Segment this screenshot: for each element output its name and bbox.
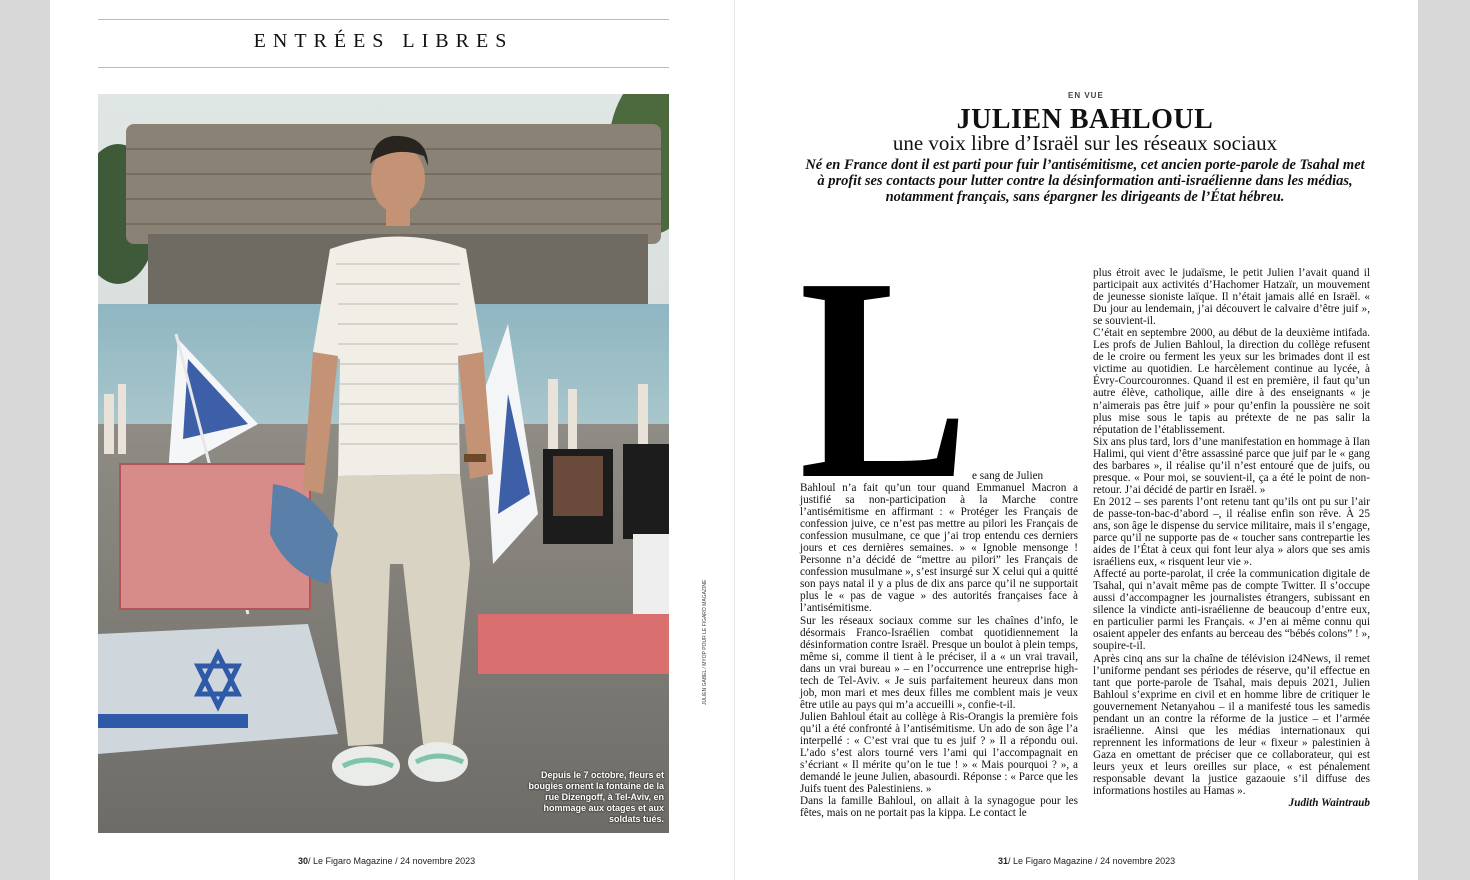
column-2 (1093, 267, 1370, 809)
paragraph: Bahloul n’a fait qu’un tour quand Emmanuel Macron a justifié sa non-participation à la Marche contre l’antisémitisme en affirmant : « Protéger les Français de confession juive, ce n’est pas mettre au pilori les Français de confession musulmane, ce que j’ai trop entendu ces derniers jours et ces dernières semaines. » « Ignoble mensonge ! Personne n’a décidé de “mettre au pilori” les Français de confession musulmane », s’est insurgé sur X celui qui a quitté son pays natal il y a plus de dix ans parce qu’il ne supportait plus le « pas de vague » des autorités françaises face à l’antisémitisme. (800, 482, 1078, 615)
standfirst: Né en France dont il est parti pour fuir l’antisémitisme, cet ancien porte-parole de Tsahal met à profit ses contacts pour lutter contre la désinformation anti-israélienne dans les médias, notamment français, sans épargner les dirigeants de l’État hébreu. (805, 157, 1365, 205)
paragraph: Affecté au porte-parolat, il crée la communication digitale de Tsahal, qui n’avait même pas de compte Twitter. Il s’occupe aussi d’accompagner les journalistes étrangers, subissant en silence la vindicte anti-israélienne de beaucoup d’entre eux, en particulier parmi les Français. « J’en ai même connu qui osaient appeler des enfants au berceau des “bébés colons” ! », soupire-t-il. (1093, 568, 1370, 653)
folio-text: / Le Figaro Magazine / 24 novembre 2023 (1008, 856, 1176, 866)
paragraph: En 2012 – ses parents l’ont retenu tant qu’ils ont pu sur l’air de passe-ton-bac-d’abord –, il réalise enfin son rêve. À 25 ans, son âge le dispense du service militaire, mais il s’engage, parce qu’il ne supporte pas de « toucher sans contrepartie les aides de l’État à ceux qui font leur alya » alors que ses amis israéliens eux, « risquent leur vie ». (1093, 495, 1370, 569)
page-gutter (734, 0, 735, 880)
page-number: 30 (298, 856, 309, 866)
first-line: e sang de Julien (972, 470, 1044, 482)
paragraph: C’était en septembre 2000, au début de la deuxième intifada. Les profs de Julien Bahloul, la direction du collège refusent de le croire ou ferment les yeux sur les brimades dont il est victime au quotidien. Le harcèlement continue au lycée, à Évry-Courcouronnes. Quand il est en première, il faut qu’un autre élève, catholique, aille dire à des enseignants « je n’aimerais pas être juif » pour qu’enfin la poussière ne soit plus mise sous le tapis au prétexte de ne pas salir la réputation de l’établissement. (1093, 327, 1370, 436)
folio-right (998, 856, 1175, 866)
photo-credit: JULIEN GABEL / MYOP POUR LE FIGARO MAGAZINE (702, 579, 708, 705)
paragraph: Six ans plus tard, lors d’une manifestation en hommage à Ilan Halimi, qui vient d’être assassiné parce que juif par le « gang des barbares », il réalise qu’il n’est entouré que de juifs, ou presque. « Pour moi, se souvient-il, ça a été le point de non-retour. J’ai décidé de partir en Israël. » (1093, 435, 1370, 496)
rubric-title: ENTRÉES LIBRES (253, 30, 514, 52)
column-1 (800, 482, 1078, 819)
page-number: 31 (998, 856, 1009, 866)
rubric-top-rule (98, 19, 669, 20)
paragraph: Après cinq ans sur la chaîne de télévision i24News, il remet l’uniforme pendant ses périodes de réserve, qu’il effectue en tant que porte-parole de Tsahal, mais depuis 2021, Julien Bahloul s’exprime en civil et en homme libre de critiquer le gouvernement Netanyahou – il a manifesté tous les samedis pendant un an contre la réforme de la justice – et l’armée israélienne. Ainsi que les médias internationaux qui reprennent les informations de leur « fixeur » palestinien à Gaza en omettant de préciser que ce collaborateur, qui est leurs yeux et leurs oreilles sur place, « est pénalement responsable devant la justice gazaouie s’il diffuse des informations hostiles au Hamas ». (1093, 652, 1370, 798)
paragraph: Sur les réseaux sociaux comme sur les chaînes d’info, le désormais Franco-Israélien combat quotidiennement la désinformation contre Israël. Presque un boulot à plein temps, même si, comme il tient à le préciser, il a « un vrai travail, dans un vrai bureau » – en l’occurrence une entreprise high-tech de Tel-Aviv. « Je suis parfaitement heureux dans mon job, mon mari et mes deux filles me comblent mais je veux être utile au pays qui m’a accueilli », confie-t-il. (800, 614, 1078, 711)
photo-caption: Depuis le 7 octobre, fleurs et bougies ornent la fontaine de la rue Dizengoff, à Tel-Aviv, en hommage aux otages et aux soldats tués. (528, 770, 664, 824)
drop-cap (799, 266, 969, 478)
portrait-photo (98, 94, 669, 833)
headline-name: JULIEN BAHLOUL (956, 104, 1214, 135)
paragraph: plus étroit avec le judaïsme, le petit Julien l’avait quand il participait aux activités d’Hachomer Hatzaïr, un mouvement de jeunesse sioniste laïque. Il n’était jamais allé en Israël. « Du jour au lendemain, j’ai découvert le calvaire d’être juif », se souvient-il. (1093, 267, 1370, 328)
author-signature: Judith Waintraub (1288, 797, 1370, 810)
headline-subtitle: une voix libre d’Israël sur les réseaux sociaux (892, 131, 1278, 155)
paragraph: Julien Bahloul était au collège à Ris-Orangis la première fois qu’il a été confronté à l’antisémitisme. Un ado de son âge l’a interpellé : « C’est vrai que tu es juif ? » Il a répondu oui. L’ado s’est alors tourné vers l’ami qui l’accompagnait en s’écriant « Il mérite qu’on le tue ! » « Mais pourquoi ? », a demandé le jeune Julien, abasourdi. Réponse : « Parce que les Juifs tuent des Palestiniens. » (800, 710, 1078, 796)
drop-cap-letter: L (799, 266, 969, 478)
folio-text: / Le Figaro Magazine / 24 novembre 2023 (308, 856, 476, 866)
paragraph: Dans la famille Bahloul, on allait à la synagogue pour les fêtes, mais on ne portait pas la kippa. Le contact le (800, 795, 1078, 820)
rubric-bottom-rule (98, 67, 669, 68)
kicker: EN VUE (1068, 91, 1104, 100)
folio-left (298, 856, 475, 866)
